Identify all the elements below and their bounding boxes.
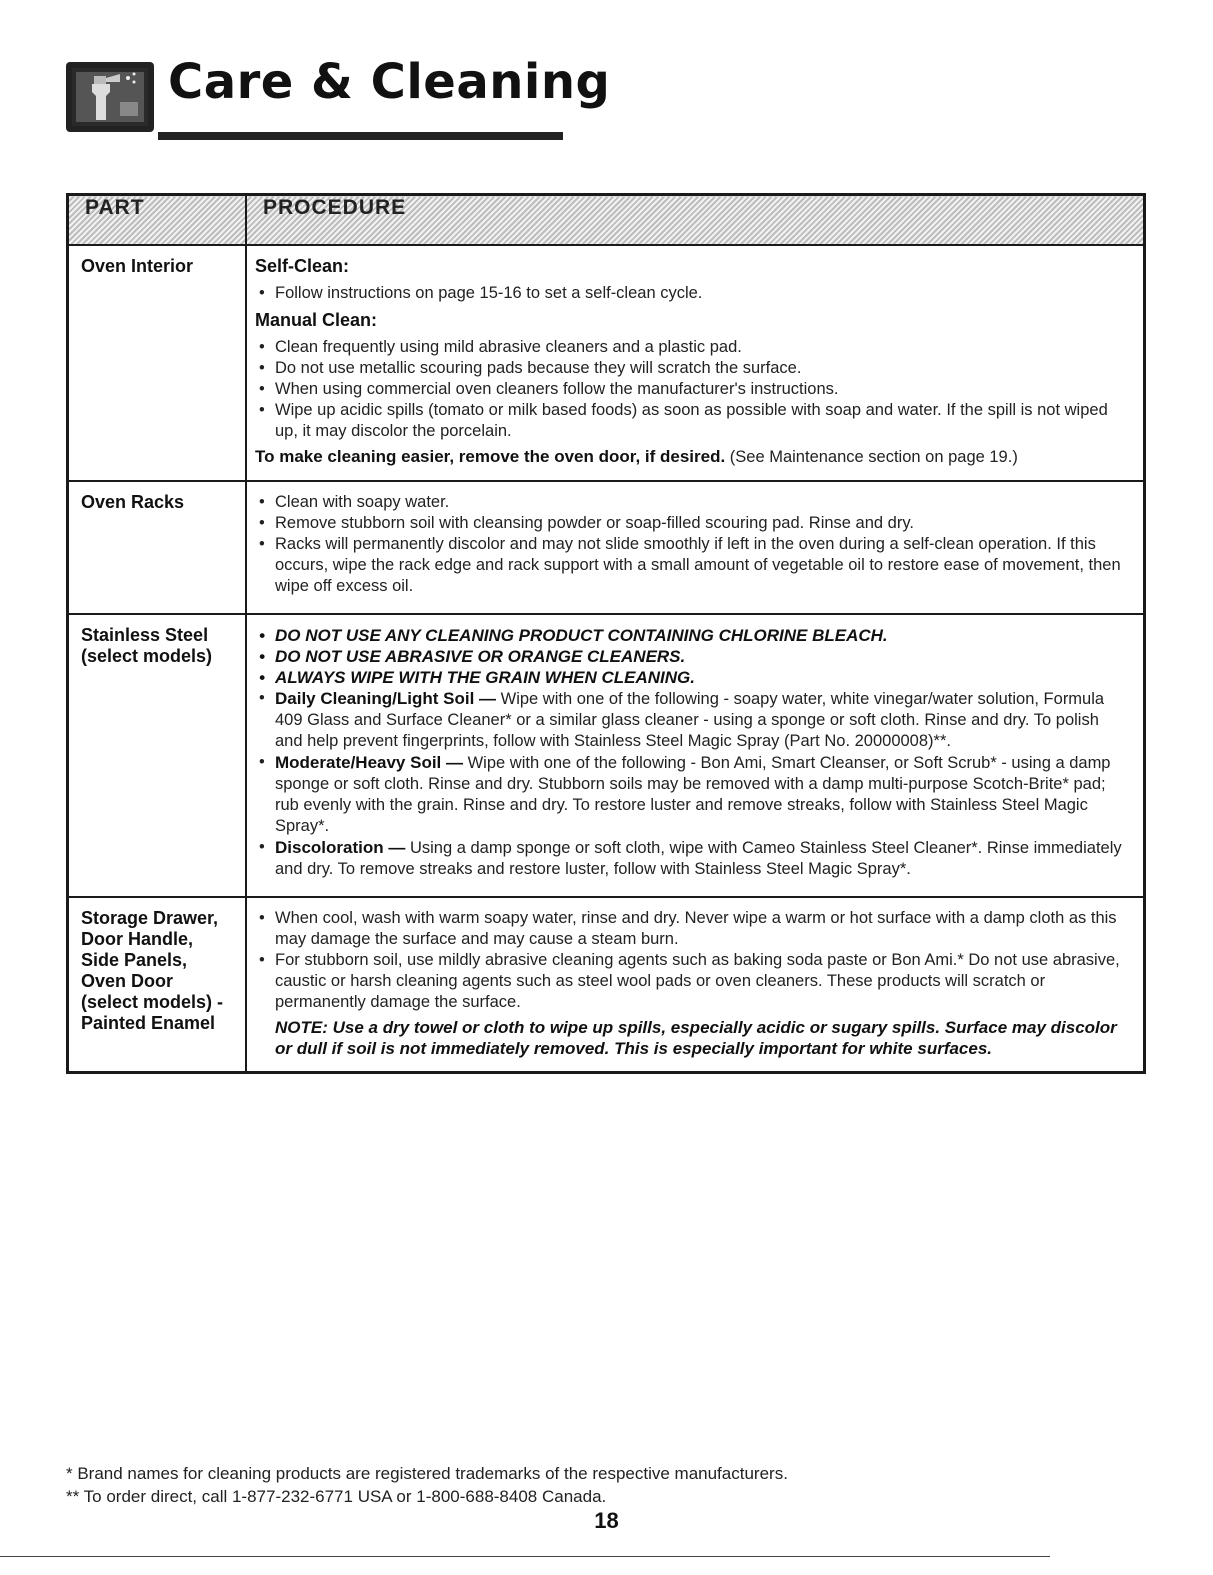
list-item-daily-cleaning: [255, 688, 1127, 752]
page-number: 18: [594, 1508, 619, 1533]
list-item: • When using commercial oven cleaners follow the manufacturer's instructions.: [255, 379, 1127, 400]
list-item: • Remove stubborn soil with cleansing powder or soap-filled scouring pad. Rinse and dry.: [255, 513, 1127, 534]
warning-item: • ALWAYS WIPE WITH THE GRAIN WHEN CLEANING.: [255, 667, 1127, 688]
list-item: • Clean frequently using mild abrasive cleaners and a plastic pad.: [255, 337, 1127, 358]
tip-bold-text: To make cleaning easier, remove the oven door, if desired.: [255, 447, 726, 466]
moderate-soil-lead: Moderate/Heavy Soil —: [275, 753, 464, 772]
part-storage-drawer: Storage Drawer, Door Handle, Side Panels, Oven Door (select models) - Painted Enamel: [68, 897, 247, 1073]
list-item: • Clean with soapy water.: [255, 492, 1127, 513]
table-row-oven-racks: [68, 481, 1145, 614]
footnote-order-direct: ** To order direct, call 1-877-232-6771 USA or 1-800-688-8408 Canada.: [66, 1487, 607, 1506]
manual-clean-heading: Manual Clean:: [255, 310, 378, 330]
title-underline: [158, 132, 563, 140]
care-cleaning-table: [66, 193, 1146, 1074]
procedure-oven-interior: [246, 245, 1145, 481]
oven-door-tip: [255, 446, 1127, 468]
table-row-storage-drawer: [68, 897, 1145, 1073]
enamel-note: NOTE: Use a dry towel or cloth to wipe up spills, especially acidic or sugary spills. Surface may discolor or dull if soil is not immediately removed. This is especially important for white surfaces.: [275, 1018, 1117, 1058]
self-clean-heading: Self-Clean:: [255, 256, 350, 276]
table-header-row: [68, 195, 1145, 246]
list-item: • Do not use metallic scouring pads because they will scratch the surface.: [255, 358, 1127, 379]
page-title: Care & Cleaning: [168, 54, 611, 110]
daily-cleaning-text: Wipe with one of the following - soapy water, white vinegar/water solution, Formula 409 Glass and Surface Cleaner* or a similar glass cleaner - using a sponge or soft cloth. Rinse and dry. To polish and help prevent fingerprints, follow with Stainless Steel Magic Spray (Part No. 20000008)**.: [275, 690, 1105, 750]
table-row-oven-interior: [68, 245, 1145, 481]
list-item-moderate-soil: [255, 752, 1127, 837]
part-oven-interior: Oven Interior: [68, 245, 247, 481]
daily-cleaning-lead: Daily Cleaning/Light Soil —: [275, 689, 497, 708]
self-clean-list: [255, 283, 1127, 304]
column-header-procedure: PROCEDURE: [246, 195, 1145, 246]
footnotes: [66, 1462, 788, 1508]
discoloration-text: Using a damp sponge or soft cloth, wipe with Cameo Stainless Steel Cleaner*. Rinse immediately and dry. To remove streaks and restore luster, follow with Stainless Steel Magic Spray*.: [275, 839, 1122, 878]
list-item: • Follow instructions on page 15-16 to set a self-clean cycle.: [255, 283, 1127, 304]
warning-item: • DO NOT USE ABRASIVE OR ORANGE CLEANERS.: [255, 646, 1127, 667]
procedure-stainless-steel: [246, 614, 1145, 897]
list-item: • Wipe up acidic spills (tomato or milk based foods) as soon as possible with soap and water. If the spill is not wiped up, it may discolor the porcelain.: [255, 400, 1127, 442]
footnote-trademarks: * Brand names for cleaning products are registered trademarks of the respective manufacturers.: [66, 1464, 788, 1483]
list-item: • For stubborn soil, use mildly abrasive cleaning agents such as baking soda paste or Bon Ami.* Do not use abrasive, caustic or harsh cleaning agents such as steel wool pads or oven cleaners. These products will scratch or permanently damage the surface.: [255, 950, 1127, 1013]
procedure-oven-racks: [246, 481, 1145, 614]
page-header: [66, 52, 611, 152]
list-item: • Racks will permanently discolor and may not slide smoothly if left in the oven during a self-clean operation. If this occurs, wipe the rack edge and rack support with a small amount of vegetable oil to restore ease of movement, then wipe off excess oil.: [255, 534, 1127, 597]
part-stainless-steel: Stainless Steel (select models): [68, 614, 247, 897]
list-item-discoloration: [255, 837, 1127, 880]
oven-racks-list: [255, 492, 1127, 597]
list-item: • When cool, wash with warm soapy water, rinse and dry. Never wipe a warm or hot surface with a damp cloth as this may damage the surface and may cause a steam burn.: [255, 908, 1127, 950]
cleaning-spray-icon: [66, 62, 154, 132]
moderate-soil-text: Wipe with one of the following - Bon Ami, Smart Cleanser, or Soft Scrub* - using a damp sponge or soft cloth. Rinse and dry. Stubborn soils may be removed with a damp multi-purpose Scotch-Brite* pad; rub evenly with the grain. Rinse and dry. To restore luster and remove streaks, follow with Stainless Steel Magic Spray*.: [275, 754, 1111, 835]
manual-clean-list: [255, 337, 1127, 442]
discoloration-lead: Discoloration —: [275, 838, 406, 857]
table-row-stainless-steel: [68, 614, 1145, 897]
storage-list: [255, 908, 1127, 1013]
bottom-divider: [0, 1556, 1050, 1557]
warning-item: • DO NOT USE ANY CLEANING PRODUCT CONTAINING CHLORINE BLEACH.: [255, 625, 1127, 646]
procedure-storage-drawer: [246, 897, 1145, 1073]
tip-text: (See Maintenance section on page 19.): [725, 448, 1018, 466]
part-oven-racks: Oven Racks: [68, 481, 247, 614]
stainless-list: [255, 625, 1127, 880]
column-header-part: PART: [68, 195, 247, 246]
